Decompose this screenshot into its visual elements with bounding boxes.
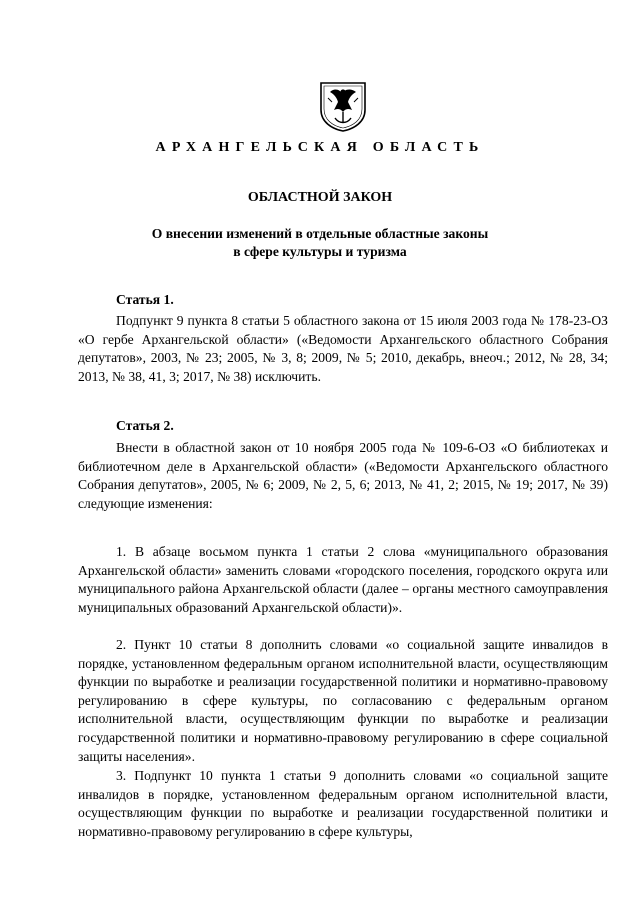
amendment-item-2: 2. Пункт 10 статьи 8 дополнить словами «о социальной защите инвалидов в порядке, установленном федеральным органом исполнительной власти, осуществляющим функции по выработке и реализации государственной политики и нормативно-правовому регулированию в сфере культуры, по согласованию с федеральным органом исполнительной власти, осуществляющим функции по выработке и реализации государственной политики и нормативно-правовому регулированию в сфере социальной защиты населения». xyxy=(78,637,608,764)
article-1-text: Подпункт 9 пункта 8 статьи 5 областного закона от 15 июля 2003 года № 178-23-ОЗ «О гербе Архангельской области» («Ведомости Архангельского областного Собрания депутатов», 2003, № 23; 2005, № 3, 8; 2009, № 5; 2010, декабрь, внеоч.; 2012, № 28, 34; 2013, № 38, 41, 3; 2017, № 38) исключить. xyxy=(78,313,608,384)
article-1-heading: Статья 1. xyxy=(116,292,174,307)
coat-of-arms-icon xyxy=(318,80,368,132)
law-title-line-1: О внесении изменений в отдельные областные законы xyxy=(151,226,489,241)
article-2-intro: Внести в областной закон от 10 ноября 2005 года № 109-6-ОЗ «О библиотеках и библиотечном деле в Архангельской области» («Ведомости Архангельского областного Собрания депутатов», 2005, № 6; 2009, № 2, 5, 6; 2013, № 41, 2; 2015, № 19; 2017, № 39) следующие изменения: xyxy=(78,440,608,511)
law-title xyxy=(0,225,640,261)
article-2-heading: Статья 2. xyxy=(116,418,174,433)
amendment-item-3: 3. Подпункт 10 пункта 1 статьи 9 дополнить словами «о социальной защите инвалидов в порядке, установленном федеральным органом исполнительной власти, осуществляющим функции по выработке и реализации государственной политики и нормативно-правовому регулированию в сфере культуры, xyxy=(78,768,608,839)
law-type-heading: ОБЛАСТНОЙ ЗАКОН xyxy=(247,190,393,205)
region-name: АРХАНГЕЛЬСКАЯ ОБЛАСТЬ xyxy=(155,140,485,155)
amendment-item-1: 1. В абзаце восьмом пункта 1 статьи 2 слова «муниципального образования Архангельской области» заменить словами «городского поселения, городского округа или муниципального района Архангельской области (далее – органы местного самоуправления муниципальных образований Архангельской области)». xyxy=(78,544,608,615)
law-title-line-2: в сфере культуры и туризма xyxy=(233,244,407,259)
